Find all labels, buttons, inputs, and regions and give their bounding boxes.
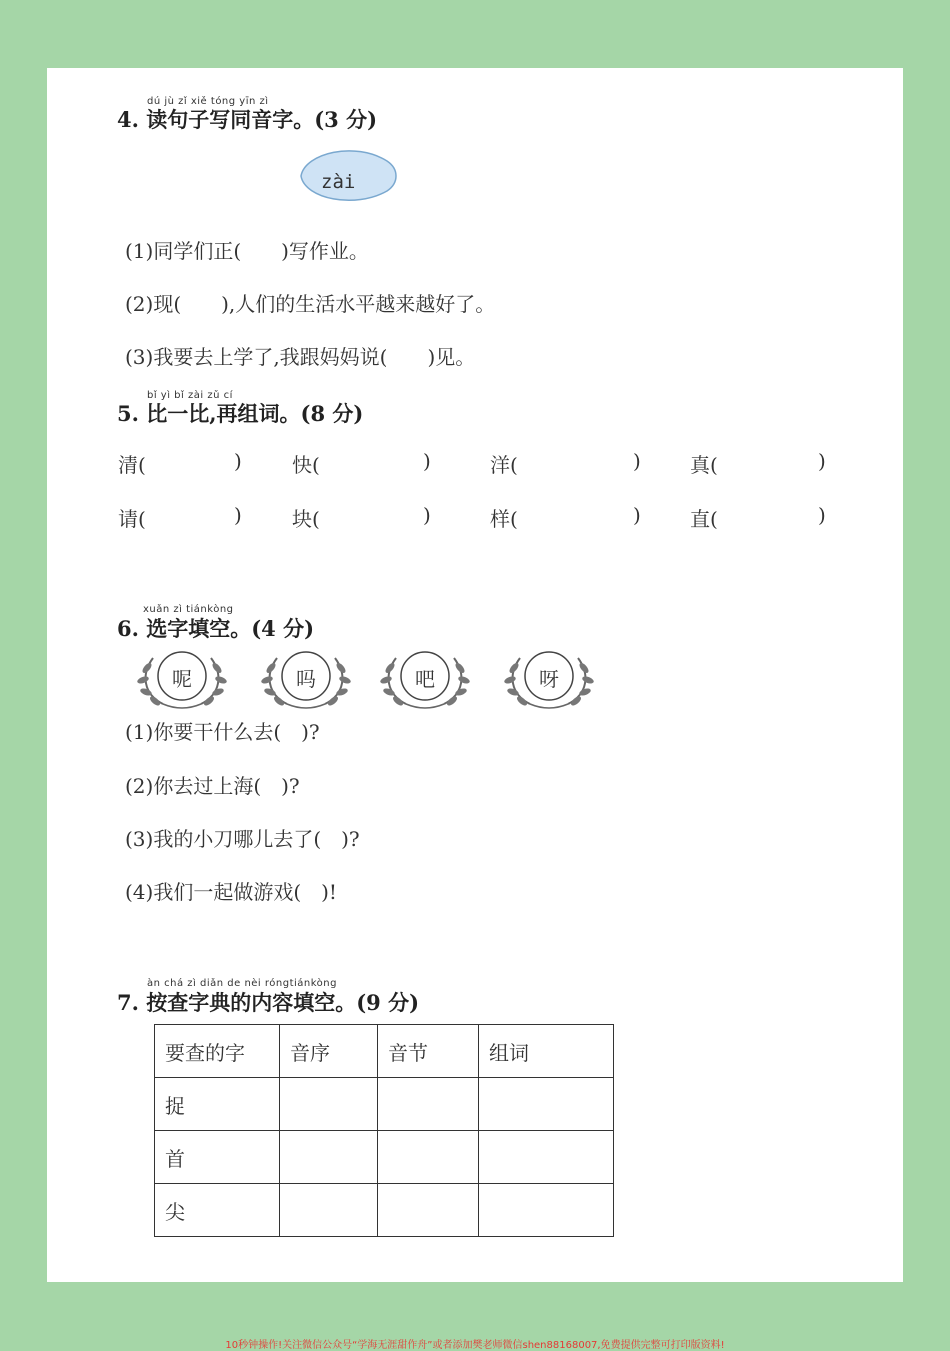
option-word-3: 吧 (415, 667, 435, 691)
q4-item-1: (1)同学们正( )写作业。 (125, 239, 369, 263)
answer-cell[interactable] (280, 1131, 378, 1184)
q6-item-1: (1)你要干什么去( )? (125, 720, 320, 744)
q6-item-2: (2)你去过上海( )? (125, 774, 300, 798)
bubble-pinyin: zài (321, 171, 356, 193)
compare-word-7: 样( (490, 507, 518, 531)
compare-close: ) (633, 449, 641, 473)
compare-word-2: 快( (292, 453, 320, 477)
promo-footer: 10秒钟操作!关注微信公众号“学海无涯甜作舟”或者添加樊老师微信shen88168007,免费提供完整可打印版资料! (225, 1340, 725, 1351)
row-char: 尖 (155, 1184, 280, 1237)
compare-close: ) (818, 503, 826, 527)
q4-title: 4. 读句子写同音字。(3 分) (117, 107, 378, 132)
row-char: 捉 (155, 1078, 280, 1131)
answer-cell[interactable] (479, 1131, 614, 1184)
row-char: 首 (155, 1131, 280, 1184)
q6-item-3: (3)我的小刀哪儿去了( )? (125, 827, 360, 851)
q7-pinyin: àn chá zì diǎn de nèi róngtiánkòng (147, 978, 337, 989)
answer-cell[interactable] (280, 1078, 378, 1131)
q6-item-4: (4)我们一起做游戏( )! (125, 880, 337, 904)
compare-close: ) (234, 503, 242, 527)
q5-title: 5. 比一比,再组词。(8 分) (117, 401, 364, 426)
compare-close: ) (423, 449, 431, 473)
table-header-row (155, 1025, 614, 1078)
answer-cell[interactable] (479, 1078, 614, 1131)
answer-cell[interactable] (280, 1184, 378, 1237)
table-row (155, 1131, 614, 1184)
q4-pinyin: dú jù zǐ xiě tóng yīn zì (147, 96, 269, 107)
q4-item-3: (3)我要去上学了,我跟妈妈说( )见。 (125, 345, 476, 369)
wreath-option-3 (376, 646, 474, 712)
compare-word-6: 块( (292, 507, 320, 531)
table-row (155, 1078, 614, 1131)
compare-word-3: 洋( (490, 453, 518, 477)
answer-cell[interactable] (479, 1184, 614, 1237)
option-word-1: 呢 (172, 667, 192, 691)
compare-close: ) (423, 503, 431, 527)
header-target-char: 要查的字 (155, 1025, 280, 1078)
compare-close: ) (818, 449, 826, 473)
table-row (155, 1184, 614, 1237)
answer-cell[interactable] (378, 1184, 479, 1237)
q5-pinyin: bǐ yì bǐ zài zǔ cí (147, 390, 233, 401)
option-word-4: 呀 (539, 667, 559, 691)
wreath-option-2 (257, 646, 355, 712)
q6-title: 6. 选字填空。(4 分) (117, 616, 315, 641)
compare-word-4: 真( (690, 453, 718, 477)
option-word-2: 吗 (296, 667, 316, 691)
compare-word-1: 清( (118, 453, 146, 477)
answer-cell[interactable] (378, 1131, 479, 1184)
q6-pinyin: xuǎn zì tiánkòng (143, 604, 234, 615)
compare-close: ) (234, 449, 242, 473)
compare-word-5: 请( (118, 507, 146, 531)
header-syllable: 音节 (378, 1025, 479, 1078)
q4-item-2: (2)现( ),人们的生活水平越来越好了。 (125, 292, 496, 316)
answer-cell[interactable] (378, 1078, 479, 1131)
dictionary-table (154, 1024, 614, 1237)
header-initial: 音序 (280, 1025, 378, 1078)
compare-close: ) (633, 503, 641, 527)
wreath-option-1 (133, 646, 231, 712)
q7-title: 7. 按查字典的内容填空。(9 分) (117, 990, 420, 1015)
wreath-option-4 (500, 646, 598, 712)
header-word: 组词 (479, 1025, 614, 1078)
compare-word-8: 直( (690, 507, 718, 531)
